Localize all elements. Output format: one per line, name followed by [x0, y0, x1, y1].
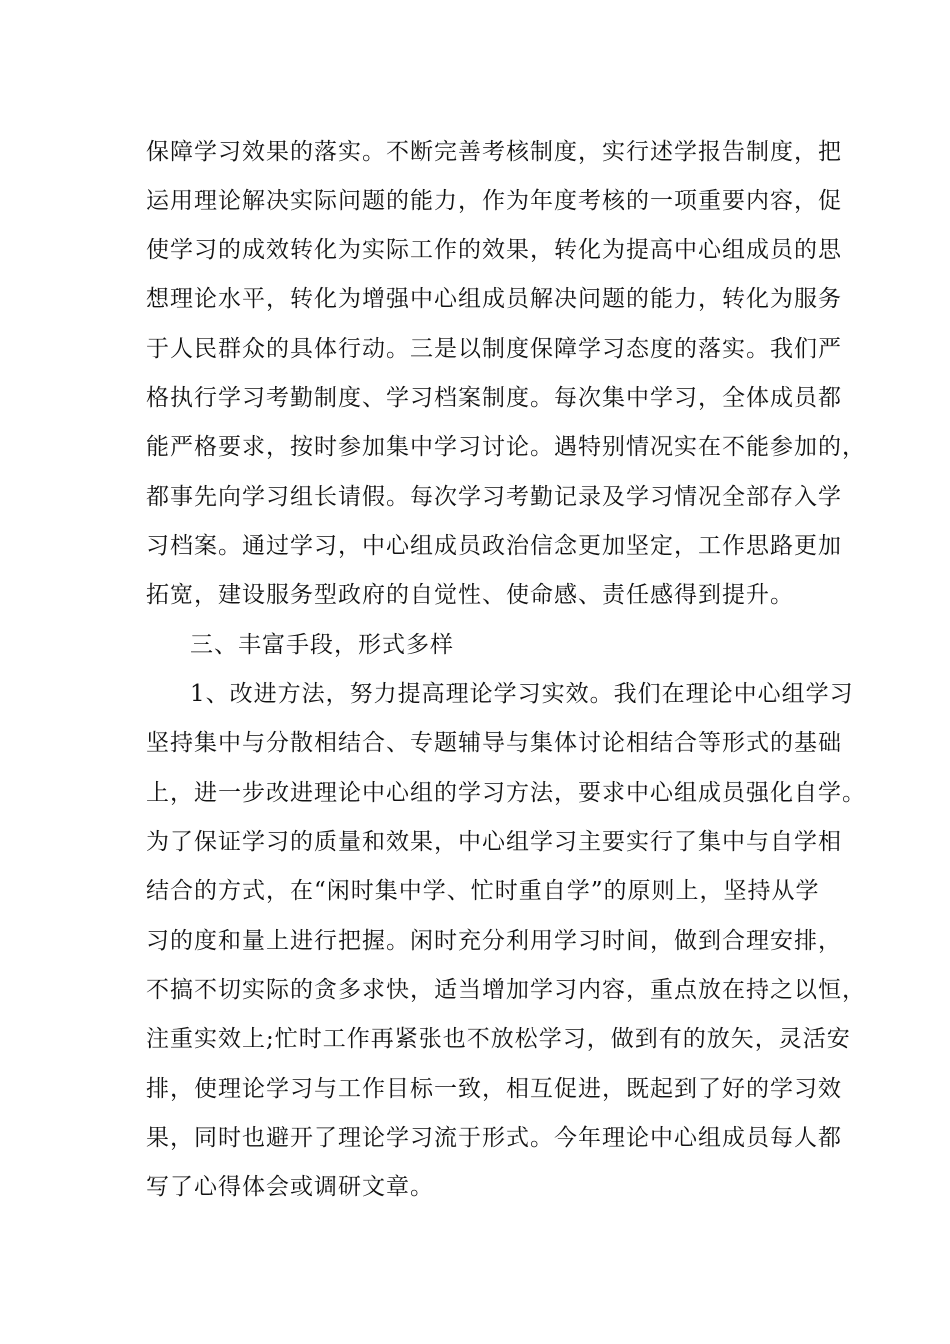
text-line: 于人民群众的具体行动。三是以制度保障学习态度的落实。我们严: [146, 336, 842, 362]
text-line: 习的度和量上进行把握。闲时充分利用学习时间，做到合理安排，: [146, 928, 842, 954]
text-line: 想理论水平，转化为增强中心组成员解决问题的能力，转化为服务: [146, 286, 842, 312]
section-heading: 三、丰富手段，形式多样: [190, 632, 454, 658]
text-line: 能严格要求，按时参加集中学习讨论。遇特别情况实在不能参加的，: [146, 434, 866, 460]
text-line: 为了保证学习的质量和效果，中心组学习主要实行了集中与自学相: [146, 829, 842, 855]
text-line: 注重实效上;忙时工作再紧张也不放松学习，做到有的放矢，灵活安: [146, 1026, 851, 1052]
text-line: 习档案。通过学习，中心组成员政治信念更加坚定，工作思路更加: [146, 533, 842, 559]
text-line: 格执行学习考勤制度、学习档案制度。每次集中学习，全体成员都: [146, 385, 842, 411]
text-line: 保障学习效果的落实。不断完善考核制度，实行述学报告制度，把: [146, 139, 842, 165]
text-line: 拓宽，建设服务型政府的自觉性、使命感、责任感得到提升。: [146, 582, 794, 608]
text-line: 都事先向学习组长请假。每次学习考勤记录及学习情况全部存入学: [146, 484, 842, 510]
text-line: 运用理论解决实际问题的能力，作为年度考核的一项重要内容，促: [146, 188, 842, 214]
text-line: 不搞不切实际的贪多求快，适当增加学习内容，重点放在持之以恒，: [146, 977, 866, 1003]
text-line: 果，同时也避开了理论学习流于形式。今年理论中心组成员每人都: [146, 1125, 842, 1151]
text-line: 写了心得体会或调研文章。: [146, 1174, 434, 1200]
text-line: 使学习的成效转化为实际工作的效果，转化为提高中心组成员的思: [146, 237, 842, 263]
text-line: 1、改进方法，努力提高理论学习实效。我们在理论中心组学习: [190, 681, 854, 707]
text-line: 坚持集中与分散相结合、专题辅导与集体讨论相结合等形式的基础: [146, 730, 842, 756]
text-line: 上，进一步改进理论中心组的学习方法，要求中心组成员强化自学。: [146, 780, 866, 806]
text-line: 排，使理论学习与工作目标一致，相互促进，既起到了好的学习效: [146, 1076, 842, 1102]
text-line: 结合的方式，在“闲时集中学、忙时重自学”的原则上，坚持从学: [146, 878, 820, 904]
